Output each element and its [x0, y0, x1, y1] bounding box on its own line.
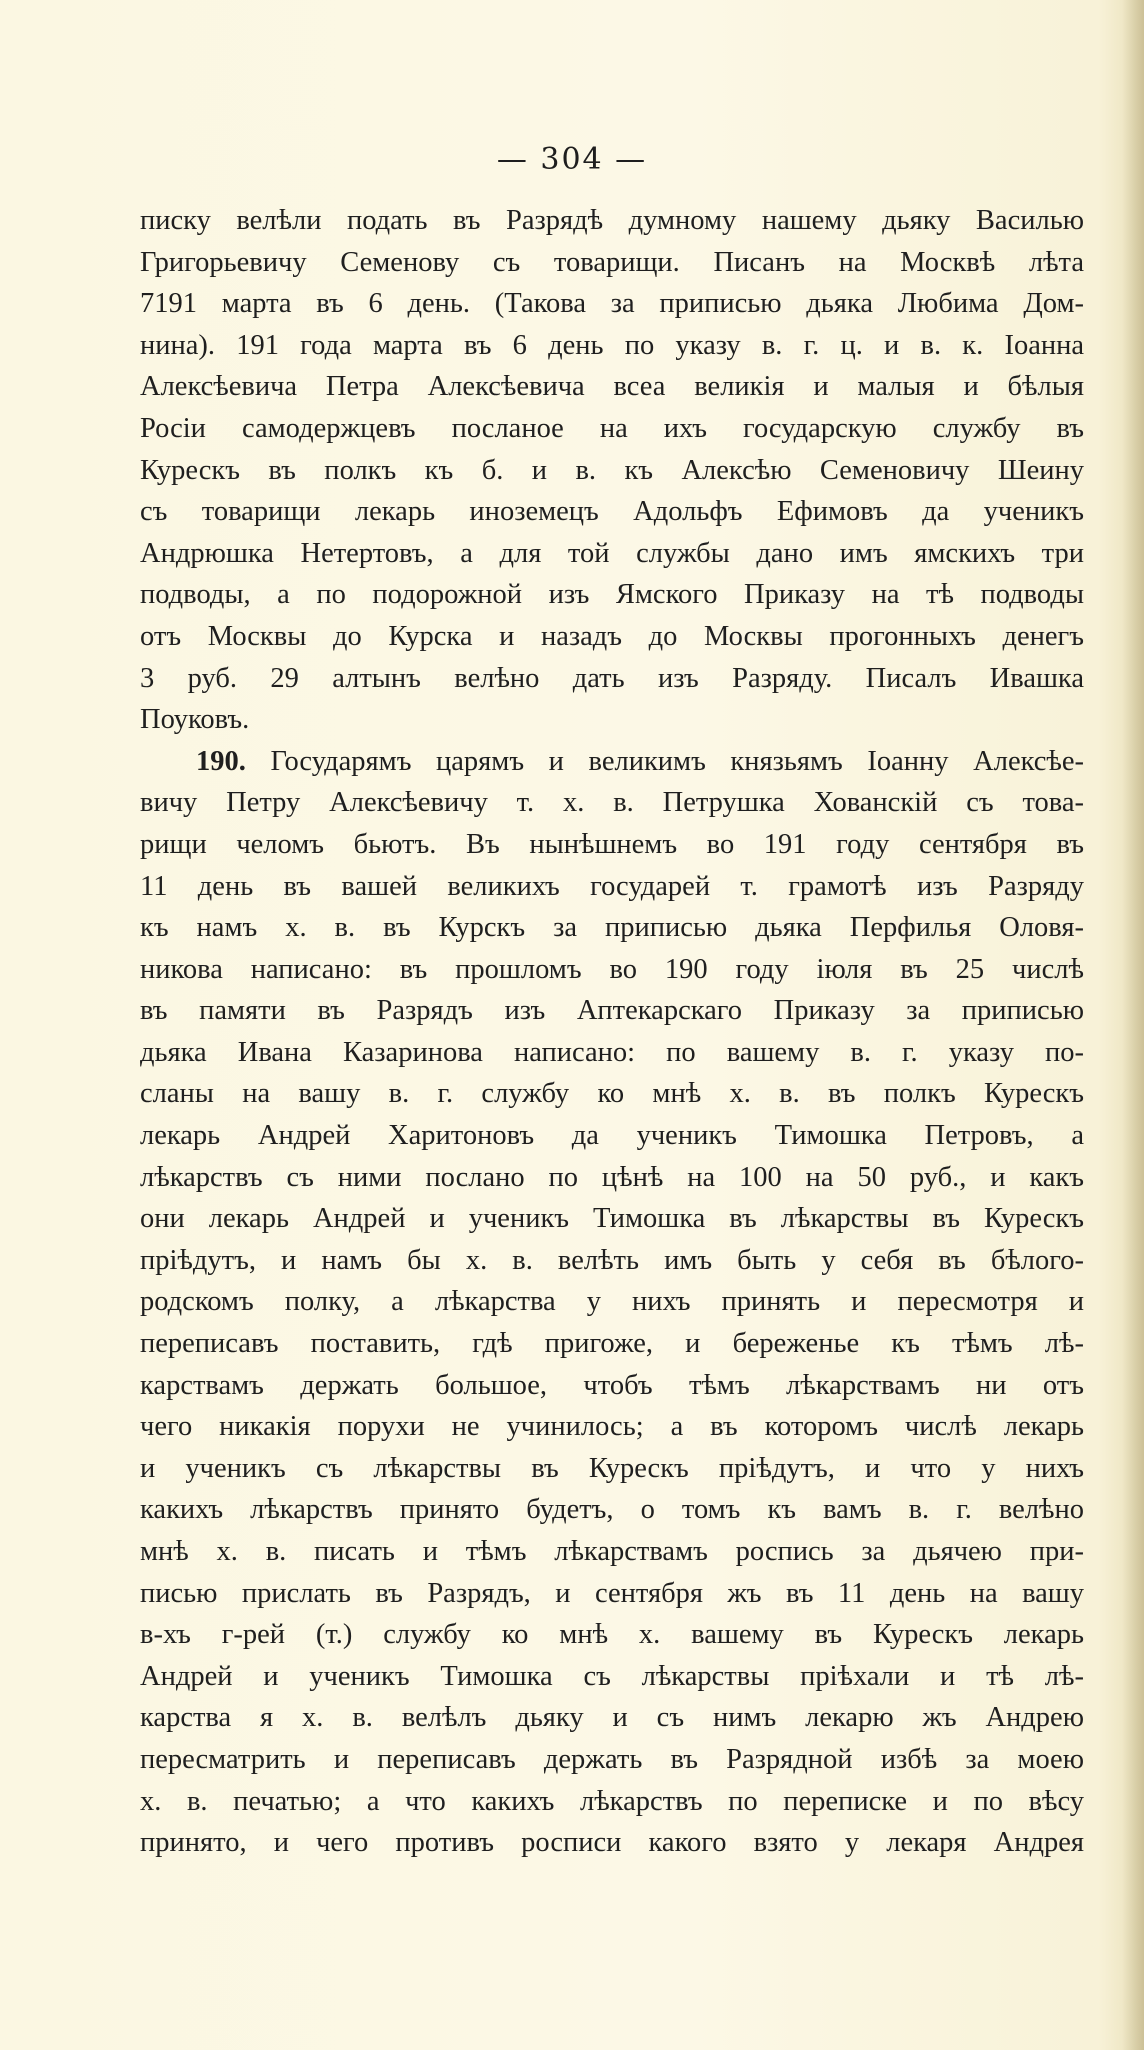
text-line: Курескъ въ полкъ къ б. и в. къ Алексѣю Семеновичу Шеину: [140, 454, 1084, 486]
text-line: никова написано: въ прошломъ во 190 году іюля въ 25 числѣ: [140, 953, 1084, 985]
text-line: пріѣдутъ, и намъ бы х. в. велѣть имъ быть у себя въ бѣлого-: [140, 1244, 1084, 1276]
text-line: мнѣ х. в. писать и тѣмъ лѣкарствамъ роспись за дьячею при-: [140, 1536, 1084, 1567]
text-line: дьяка Ивана Казаринова написано: по вашему в. г. указу по-: [140, 1036, 1084, 1068]
paragraph-2: [140, 741, 1084, 1864]
text-line: пересматрить и переписавъ держать въ Разрядной избѣ за моею: [140, 1743, 1084, 1775]
text-line: лекарь Андрей Харитоновъ да ученикъ Тимошка Петровъ, а: [140, 1120, 1084, 1152]
entry-number: 190.: [196, 745, 246, 777]
paragraph-1: [140, 200, 1084, 741]
text-line: нина). 191 года марта въ 6 день по указу в. г. ц. и в. к. Іоанна: [140, 329, 1084, 361]
paragraph-2-first-line-text: Государямъ царямъ и великимъ князьямъ Іоанну Алексѣе-: [245, 745, 1084, 777]
text-line: подводы, а по подорожной изъ Ямского Приказу на тѣ подводы: [140, 579, 1084, 611]
text-line: вичу Петру Алексѣевичу т. х. в. Петрушка Хованскій съ това-: [140, 787, 1084, 819]
text-line: они лекарь Андрей и ученикъ Тимошка въ лѣкарствы въ Курескъ: [140, 1203, 1084, 1235]
text-line: Поуковъ.: [140, 704, 250, 736]
text-line: рищи челомъ бьютъ. Въ нынѣшнемъ во 191 году сентября въ: [140, 828, 1084, 860]
text-line: въ памяти въ Разрядъ изъ Аптекарскаго Приказу за приписью: [140, 995, 1084, 1027]
text-line: карства я х. в. велѣлъ дьяку и съ нимъ лекарю жъ Андрею: [140, 1702, 1084, 1734]
text-line: писку велѣли подать въ Разрядѣ думному нашему дьяку Василью: [140, 205, 1084, 236]
text-line: 7191 марта въ 6 день. (Такова за приписью дьяка Любима Дом-: [140, 288, 1084, 320]
text-line: какихъ лѣкарствъ принято будетъ, о томъ къ вамъ в. г. велѣно: [140, 1494, 1084, 1526]
text-line: писью прислать въ Разрядъ, и сентября жъ въ 11 день на вашу: [140, 1577, 1084, 1609]
paragraph-2-first-line: [140, 741, 1084, 783]
text-line: Андрюшка Нетертовъ, а для той службы дано имъ ямскихъ три: [140, 537, 1084, 569]
text-line: карствамъ держать большое, чтобъ тѣмъ лѣкарствамъ ни отъ: [140, 1369, 1084, 1401]
text-line: Росіи самодержцевъ посланое на ихъ государскую службу въ: [140, 412, 1084, 444]
text-line: и ученикъ съ лѣкарствы въ Курескъ пріѣдутъ, и что у нихъ: [140, 1452, 1084, 1484]
text-line: переписавъ поставить, гдѣ пригоже, и береженье къ тѣмъ лѣ-: [140, 1328, 1084, 1360]
text-line: къ намъ х. в. въ Курскъ за приписью дьяка Перфилья Оловя-: [140, 912, 1084, 944]
page-number: — 304 —: [496, 142, 648, 177]
text-line: лѣкарствъ съ ними послано по цѣнѣ на 100 на 50 руб., и какъ: [140, 1161, 1084, 1193]
text-line: принято, и чего противъ росписи какого взято у лекаря Андрея: [140, 1827, 1084, 1859]
text-line: в-хъ г-рей (т.) службу ко мнѣ х. вашему въ Курескъ лекарь: [140, 1619, 1084, 1651]
text-line: чего никакія порухи не учинилось; а въ которомъ числѣ лекарь: [140, 1411, 1084, 1443]
text-line: х. в. печатью; а что какихъ лѣкарствъ по переписке и по вѣсу: [140, 1785, 1084, 1817]
text-line: сланы на вашу в. г. службу ко мнѣ х. в. въ полкъ Курескъ: [140, 1078, 1084, 1110]
text-line: Алексѣевича Петра Алексѣевича всеа великія и малыя и бѣлыя: [140, 371, 1084, 403]
page-edge-shadow: [1122, 0, 1144, 2050]
text-line: Андрей и ученикъ Тимошка съ лѣкарствы пріѣхали и тѣ лѣ-: [140, 1660, 1084, 1692]
text-line: съ товарищи лекарь иноземецъ Адольфъ Ефимовъ да ученикъ: [140, 496, 1084, 528]
text-line: Григорьевичу Семенову съ товарищи. Писанъ на Москвѣ лѣта: [140, 246, 1084, 278]
text-line: отъ Москвы до Курска и назадъ до Москвы прогонныхъ денегъ: [140, 620, 1084, 652]
text-line: родскомъ полку, а лѣкарства у нихъ принять и пересмотря и: [140, 1286, 1084, 1318]
page-text: [140, 200, 1084, 1864]
text-line: 3 руб. 29 алтынъ велѣно дать изъ Разряду. Писалъ Ивашка: [140, 662, 1084, 694]
text-line: 11 день въ вашей великихъ государей т. грамотѣ изъ Разряду: [140, 870, 1084, 902]
